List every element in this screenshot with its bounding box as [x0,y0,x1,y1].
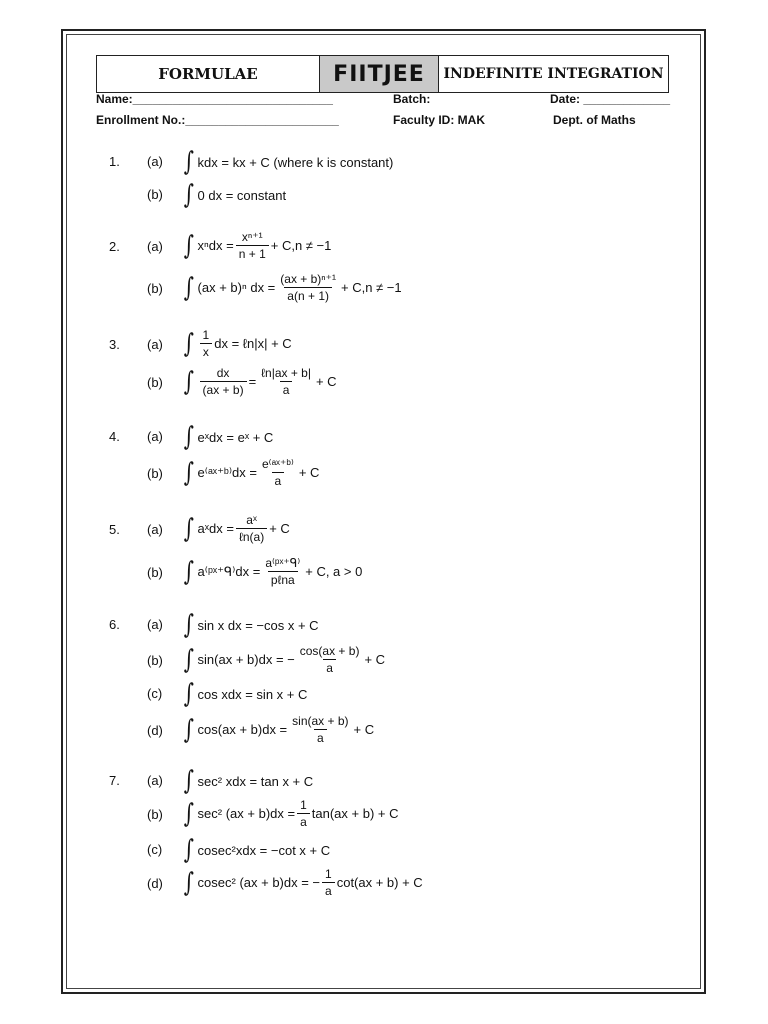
formula-tail: + C [353,722,375,737]
formula-text: eˣdx = eˣ + C [197,429,274,445]
equals-sign: = [248,374,257,389]
denominator: n + 1 [236,245,269,261]
formula-text: cos xdx = sin x + C [197,686,308,702]
integral-sign-icon: ∫ [183,147,194,177]
denominator: a [280,381,293,397]
integral-sign-icon: ∫ [183,422,194,452]
integral-sign-icon: ∫ [183,766,194,796]
faculty-id: Faculty ID: MAK [393,113,486,127]
formula-text: sec² xdx = tan x + C [197,773,314,789]
formula-expression [182,612,319,638]
fraction [277,272,339,303]
formula-expression [182,867,423,898]
formula-expression [182,798,399,829]
fraction [200,366,247,397]
sub-label: (c) [147,686,163,701]
denominator: x [200,343,212,359]
formula-expression [182,182,286,208]
formula-expression [182,837,330,863]
formula-expression [182,457,319,488]
name-field: Name:______________________________ [96,92,333,106]
formula-tail: + C, a > 0 [305,564,363,579]
denominator: pℓna [268,571,298,587]
integral-sign-icon: ∫ [183,867,194,898]
denominator: a [297,813,310,829]
numerator: 1 [300,798,307,812]
fraction [297,644,363,675]
item-number: 4. [109,429,120,444]
fraction [322,867,335,898]
sub-label: (a) [147,239,163,254]
integral-sign-icon: ∫ [183,180,194,210]
formula-expression [182,714,374,745]
formula-text: a⁽ᵖˣ⁺ᑫ⁾dx = [197,563,261,579]
formula-tail: + C [315,374,337,389]
header-topic: INDEFINITE INTEGRATION [443,66,664,82]
item-number: 2. [109,239,120,254]
numerator: (ax + b)ⁿ⁺¹ [280,272,337,286]
integral-sign-icon: ∫ [183,835,194,865]
sub-label: (d) [147,876,163,891]
sub-label: (d) [147,723,163,738]
sub-label: (b) [147,281,163,296]
fraction [289,714,351,745]
numerator: dx [216,366,230,380]
numerator: xⁿ⁺¹ [241,230,263,244]
sub-label: (a) [147,337,163,352]
denominator: (ax + b) [200,381,247,397]
numerator: 1 [202,328,210,342]
date-field: Date: _____________ [550,92,671,106]
formula-expression [182,328,292,359]
header-logo: FIITJEE [319,56,439,92]
sub-label: (a) [147,617,163,632]
sub-label: (b) [147,466,163,481]
fraction [297,798,310,829]
formula-tail: tan(ax + b) + C [311,806,399,821]
formula-text: aˣdx = [197,521,234,536]
integral-sign-icon: ∫ [183,513,194,544]
formula-expression [182,513,290,544]
formula-text: sec² (ax + b)dx = [197,806,296,821]
formula-expression [182,556,362,587]
item-number: 3. [109,337,120,352]
formula-text: cosec²xdx = −cot x + C [197,842,331,858]
numerator: sin(ax + b) [292,714,349,728]
fraction [236,513,267,544]
numerator: e⁽ᵃˣ⁺ᵇ⁾ [261,457,294,471]
sub-label: (b) [147,653,163,668]
formula-expression [182,681,307,707]
formula-tail: + C,n ≠ −1 [270,238,332,253]
sub-label: (a) [147,154,163,169]
denominator: a [314,729,327,745]
fraction-2 [258,366,314,397]
formula-tail: dx = ℓn|x| + C [214,336,292,351]
denominator: a [272,472,285,488]
numerator: ℓn|ax + b| [261,366,311,380]
formula-text: 0 dx = constant [197,187,287,203]
item-number: 5. [109,522,120,537]
enrollment-field: Enrollment No.:_______________________ [96,113,339,127]
integral-sign-icon: ∫ [183,679,194,709]
numerator: aˣ [246,513,257,527]
formula-expression [182,366,337,397]
integral-sign-icon: ∫ [183,457,194,488]
integral-sign-icon: ∫ [183,798,194,829]
formula-tail: cot(ax + b) + C [336,875,423,890]
numerator: cos(ax + b) [299,644,360,658]
item-number: 6. [109,617,120,632]
formula-text: kdx = kx + C (where k is constant) [197,154,394,170]
fraction [200,328,213,359]
formula-expression [182,149,393,175]
formula-text: cosec² (ax + b)dx = − [197,875,321,890]
formula-text: sin(ax + b)dx = − [197,652,295,667]
item-number: 7. [109,773,120,788]
sub-label: (b) [147,807,163,822]
numerator: a⁽ᵖˣ⁺ᑫ⁾ [265,556,301,570]
denominator: a [322,882,335,898]
formula-expression [182,424,273,450]
header-formulae: FORMULAE [158,65,258,83]
denominator: ℓn(a) [236,528,267,544]
formula-text: (ax + b)ⁿ dx = [197,280,276,295]
sub-label: (b) [147,565,163,580]
department: Dept. of Maths [553,113,636,127]
formula-text: xⁿdx = [197,238,234,253]
formula-expression [182,644,385,675]
formula-text: sin x dx = −cos x + C [197,617,319,633]
integral-sign-icon: ∫ [183,610,194,640]
sub-label: (c) [147,842,163,857]
formula-text: cos(ax + b)dx = [197,722,288,737]
integral-sign-icon: ∫ [183,272,194,303]
formula-expression [182,272,402,303]
sub-label: (b) [147,187,163,202]
formula-tail: + C,n ≠ −1 [341,280,402,295]
sub-label: (a) [147,522,163,537]
batch-field: Batch: [393,92,431,106]
formula-tail: + C [298,465,320,480]
integral-sign-icon: ∫ [183,556,194,587]
integral-sign-icon: ∫ [183,328,194,359]
formula-expression [182,768,313,794]
formula-tail: + C [269,521,290,536]
numerator: 1 [325,867,332,881]
title-header [96,55,669,93]
formula-text: e⁽ᵃˣ⁺ᵇ⁾dx = [197,464,257,480]
integral-sign-icon: ∫ [183,714,194,745]
fraction [259,457,297,488]
sub-label: (a) [147,429,163,444]
sub-label: (a) [147,773,163,788]
formula-tail: + C [364,652,386,667]
integral-sign-icon: ∫ [183,230,194,261]
item-number: 1. [109,154,120,169]
fraction [262,556,303,587]
integral-sign-icon: ∫ [183,644,194,675]
fraction [236,230,269,261]
sub-label: (b) [147,375,163,390]
formula-expression [182,230,331,261]
denominator: a(n + 1) [284,287,332,303]
integral-sign-icon: ∫ [183,366,194,397]
denominator: a [323,659,336,675]
